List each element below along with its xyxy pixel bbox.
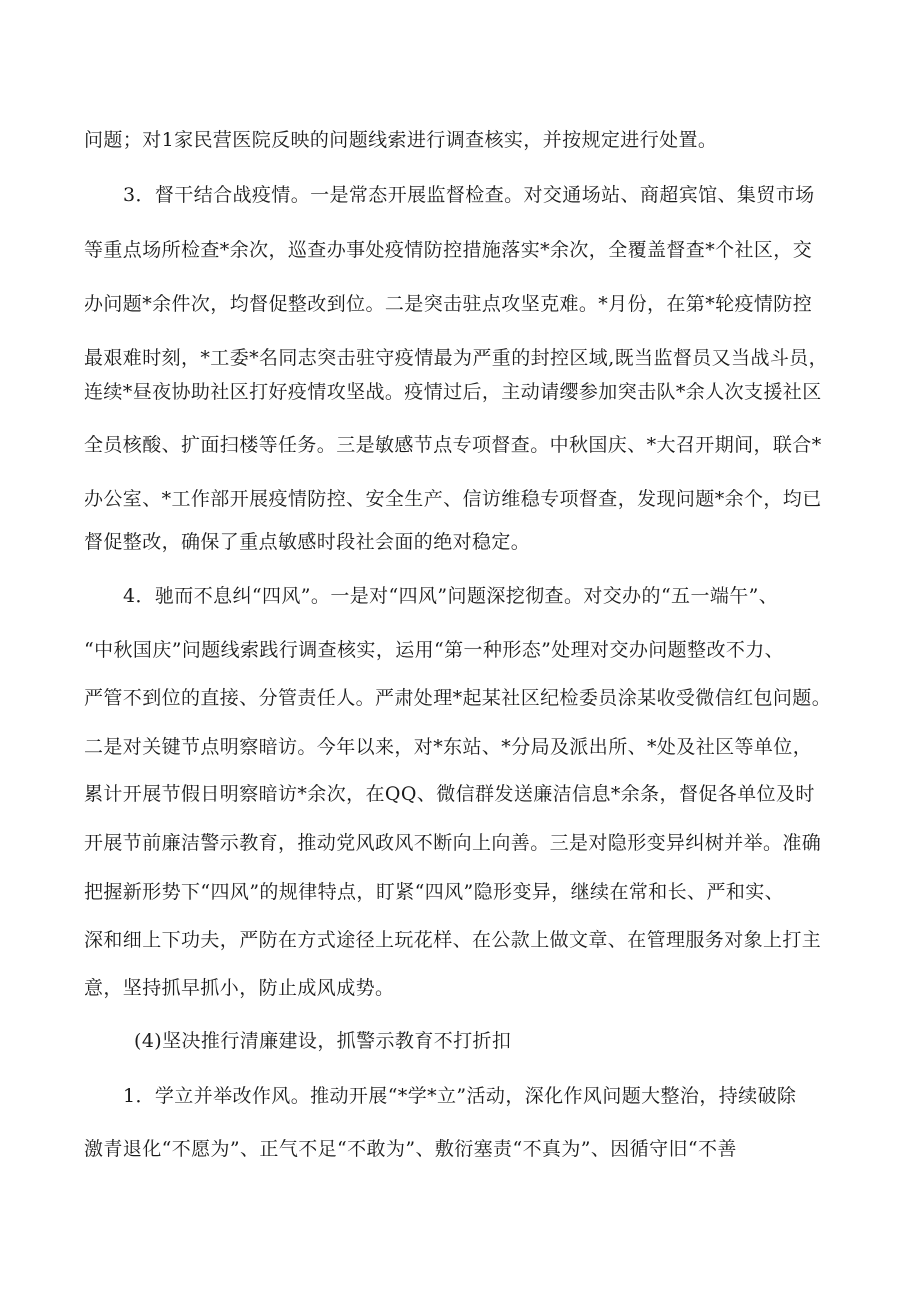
text-line: 4．驰而不息纠“四风”。一是对“四风”问题深挖彻查。对交办的“五一端午”、 <box>123 585 779 607</box>
text-line: 连续*昼夜协助社区打好疫情攻坚战。疫情过后，主动请缨参加突击队*余人次支援社区 <box>84 381 822 403</box>
text-line: 意，坚持抓早抓小，防止成风成势。 <box>84 977 395 999</box>
text-line: 开展节前廉洁警示教育，推动党风政风不断向上向善。三是对隐形变异纠树并举。准确 <box>84 832 822 854</box>
text-line: 二是对关键节点明察暗访。今年以来，对*东站、*分局及派出所、*处及社区等单位， <box>84 736 813 758</box>
text-line: 全员核酸、扩面扫楼等任务。三是敏感节点专项督查。中秋国庆、*大召开期间，联合* <box>84 434 822 456</box>
text-line: 严管不到位的直接、分管责任人。严肃处理*起某社区纪检委员涂某收受微信红包问题。 <box>84 687 832 709</box>
text-line: 最艰难时刻，*工委*名同志突击驻守疫情最为严重的封控区域,既当监督员又当战斗员， <box>84 347 829 369</box>
text-line: 激青退化“不愿为”、正气不足“不敢为”、敷衍塞责“不真为”、因循守旧“不善 <box>84 1138 737 1160</box>
text-line: 办公室、*工作部开展疫情防控、安全生产、信访维稳专项督查，发现问题*余个，均已 <box>84 488 822 510</box>
text-line: 深和细上下功夫，严防在方式途径上玩花样、在公款上做文章、在管理服务对象上打主 <box>84 929 822 951</box>
text-line: 问题；对1家民营医院反映的问题线索进行调查核实，并按规定进行处置。 <box>84 129 718 151</box>
text-line: “中秋国庆”问题线索践行调查核实，运用“第一种形态”处理对交办问题整改不力、 <box>84 639 785 661</box>
text-line: 等重点场所检查*余次，巡查办事处疫情防控措施落实*余次，全覆盖督查*个社区，交 <box>84 239 813 261</box>
text-line: 办问题*余件次，均督促整改到位。二是突击驻点攻坚克难。*月份，在第*轮疫情防控 <box>84 293 813 315</box>
text-line: 累计开展节假日明察暗访*余次，在QQ、微信群发送廉洁信息*余条，督促各单位及时 <box>84 783 815 805</box>
text-line: 督促整改，确保了重点敏感时段社会面的绝对稳定。 <box>84 531 531 553</box>
section-heading: (4)坚决推行清廉建设，抓警示教育不打折扣 <box>134 1030 512 1052</box>
text-line: 把握新形势下“四风”的规律特点，盯紧“四风”隐形变异，继续在常和长、严和实、 <box>84 881 785 903</box>
text-line: 3．督干结合战疫情。一是常态开展监督检查。对交通场站、商超宾馆、集贸市场 <box>123 184 815 206</box>
text-line: 1．学立并举改作风。推动开展“*学*立”活动，深化作风问题大整治，持续破除 <box>123 1085 797 1107</box>
